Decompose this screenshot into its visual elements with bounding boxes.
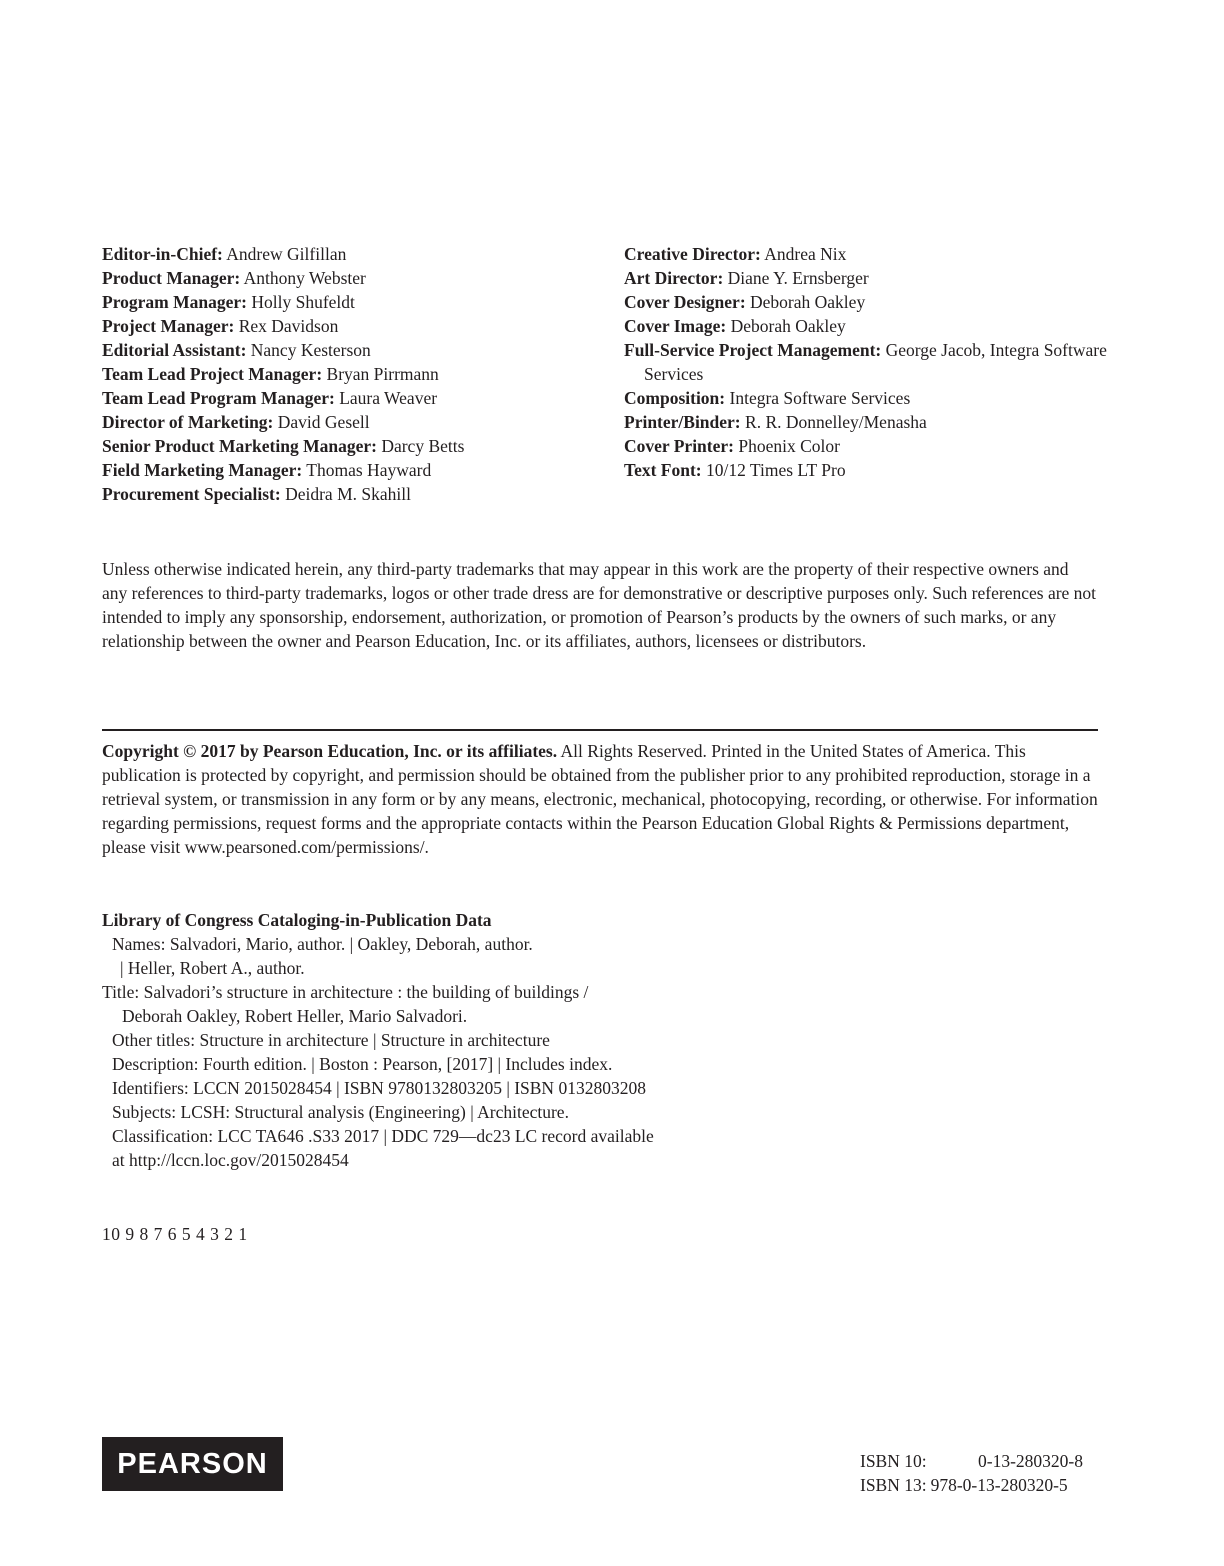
credit-entry <box>624 242 1124 266</box>
credits-left-column <box>102 242 607 506</box>
credit-entry <box>624 434 1124 458</box>
divider-rule <box>102 729 1098 731</box>
credit-role: Procurement Specialist: <box>102 484 281 504</box>
credit-entry <box>624 338 1124 386</box>
print-line: 10 9 8 7 6 5 4 3 2 1 <box>102 1224 248 1244</box>
credit-name: George Jacob, Integra Software Services <box>644 340 1107 384</box>
credit-role: Director of Marketing: <box>102 412 274 432</box>
isbn-10-label: ISBN 10: <box>860 1451 927 1471</box>
credit-role: Program Manager: <box>102 292 247 312</box>
credit-name: Andrea Nix <box>764 244 847 264</box>
credit-role: Project Manager: <box>102 316 235 336</box>
isbn-13-value: 978-0-13-280320-5 <box>930 1475 1068 1495</box>
credit-entry <box>624 314 1124 338</box>
isbn-10-value: 0-13-280320-8 <box>978 1451 1083 1471</box>
cip-heading: Library of Congress Cataloging-in-Publication Data <box>102 910 492 930</box>
credit-name: 10/12 Times LT Pro <box>706 460 846 480</box>
credit-role: Editor-in-Chief: <box>102 244 223 264</box>
credit-entry <box>624 266 1124 290</box>
credit-entry <box>624 290 1124 314</box>
credit-entry <box>102 242 607 266</box>
credit-name: Holly Shufeldt <box>251 292 355 312</box>
isbn-block <box>860 1449 1100 1497</box>
credit-role: Cover Image: <box>624 316 727 336</box>
credit-name: Deborah Oakley <box>730 316 846 336</box>
cip-identifiers: Identifiers: LCCN 2015028454 | ISBN 9780132803205 | ISBN 0132803208 <box>112 1078 646 1098</box>
pearson-logo: PEARSON <box>102 1437 283 1491</box>
credit-entry <box>624 458 1124 482</box>
credit-name: Integra Software Services <box>729 388 911 408</box>
credit-entry <box>102 266 607 290</box>
credit-role: Team Lead Program Manager: <box>102 388 335 408</box>
credit-entry <box>102 434 607 458</box>
credit-name: Phoenix Color <box>738 436 840 456</box>
credit-name: Deidra M. Skahill <box>285 484 411 504</box>
copyright-body: All Rights Reserved. Printed in the United States of America. This publication is protected by copyright, and permission should be obtained from the publisher prior to any prohibited reproduction, storage in a retrieval system, or transmission in any form or by any means, electronic, mechanical, photocopying, recording, or otherwise. For information regarding permissions, request forms and the appropriate contacts within the Pearson Education Global Rights & Permissions department, please visit www.pearsoned.com/permissions/. <box>102 741 1098 857</box>
credit-name: R. R. Donnelley/Menasha <box>745 412 927 432</box>
cip-description: Description: Fourth edition. | Boston : Pearson, [2017] | Includes index. <box>112 1054 613 1074</box>
credit-role: Field Marketing Manager: <box>102 460 303 480</box>
credit-entry <box>102 386 607 410</box>
credit-role: Creative Director: <box>624 244 761 264</box>
cip-title: Title: Salvadori’s structure in architecture : the building of buildings / <box>102 982 589 1002</box>
cip-names: Names: Salvadori, Mario, author. | Oakley, Deborah, author. <box>112 934 533 954</box>
credit-entry <box>102 458 607 482</box>
credit-role: Senior Product Marketing Manager: <box>102 436 377 456</box>
copyright-notice <box>102 739 1098 859</box>
credit-entry <box>102 338 607 362</box>
credit-role: Printer/Binder: <box>624 412 741 432</box>
credit-name: David Gesell <box>277 412 370 432</box>
cip-subjects: Subjects: LCSH: Structural analysis (Engineering) | Architecture. <box>112 1102 569 1122</box>
credit-name: Anthony Webster <box>243 268 366 288</box>
cip-names-cont: | Heller, Robert A., author. <box>120 958 305 978</box>
cip-data-block <box>102 908 802 1172</box>
credit-name: Thomas Hayward <box>306 460 432 480</box>
credit-role: Cover Printer: <box>624 436 734 456</box>
credit-name: Deborah Oakley <box>750 292 866 312</box>
credit-role: Text Font: <box>624 460 702 480</box>
isbn-10-row <box>860 1449 1100 1473</box>
cip-title-cont: Deborah Oakley, Robert Heller, Mario Salvadori. <box>122 1006 468 1026</box>
credit-entry <box>624 386 1124 410</box>
credit-role: Product Manager: <box>102 268 241 288</box>
cip-classification: Classification: LCC TA646 .S33 2017 | DDC 729—dc23 LC record available <box>112 1126 654 1146</box>
credit-entry <box>102 290 607 314</box>
credit-name: Bryan Pirrmann <box>326 364 439 384</box>
credit-name: Laura Weaver <box>339 388 438 408</box>
credit-name: Diane Y. Ernsberger <box>727 268 869 288</box>
credit-role: Art Director: <box>624 268 724 288</box>
isbn-13-row <box>860 1473 1100 1497</box>
credit-entry <box>102 482 607 506</box>
credit-entry <box>624 410 1124 434</box>
credits-right-column <box>624 242 1124 482</box>
credit-entry <box>102 314 607 338</box>
credit-name: Nancy Kesterson <box>250 340 371 360</box>
copyright-statement: Copyright © 2017 by Pearson Education, Inc. or its affiliates. <box>102 741 558 761</box>
cip-other-titles: Other titles: Structure in architecture | Structure in architecture <box>112 1030 550 1050</box>
credit-entry <box>102 362 607 386</box>
isbn-13-label: ISBN 13: <box>860 1475 927 1495</box>
credit-role: Full-Service Project Management: <box>624 340 882 360</box>
credit-role: Editorial Assistant: <box>102 340 247 360</box>
credit-name: Andrew Gilfillan <box>226 244 347 264</box>
credit-role: Team Lead Project Manager: <box>102 364 323 384</box>
trademark-notice: Unless otherwise indicated herein, any third-party trademarks that may appear in this work are the property of their respective owners and any references to third-party trademarks, logos or other trade dress are for demonstrative or descriptive purposes only. Such references are not intended to imply any sponsorship, endorsement, authorization, or promotion of Pearson’s products by the owners of such marks, or any relationship between the owner and Pearson Education, Inc. or its affiliates, authors, licensees or distributors. <box>102 559 1097 651</box>
credit-role: Cover Designer: <box>624 292 746 312</box>
credit-name: Darcy Betts <box>381 436 465 456</box>
credit-name: Rex Davidson <box>238 316 339 336</box>
cip-record-url: at http://lccn.loc.gov/2015028454 <box>112 1150 349 1170</box>
credit-entry <box>102 410 607 434</box>
credit-role: Composition: <box>624 388 726 408</box>
